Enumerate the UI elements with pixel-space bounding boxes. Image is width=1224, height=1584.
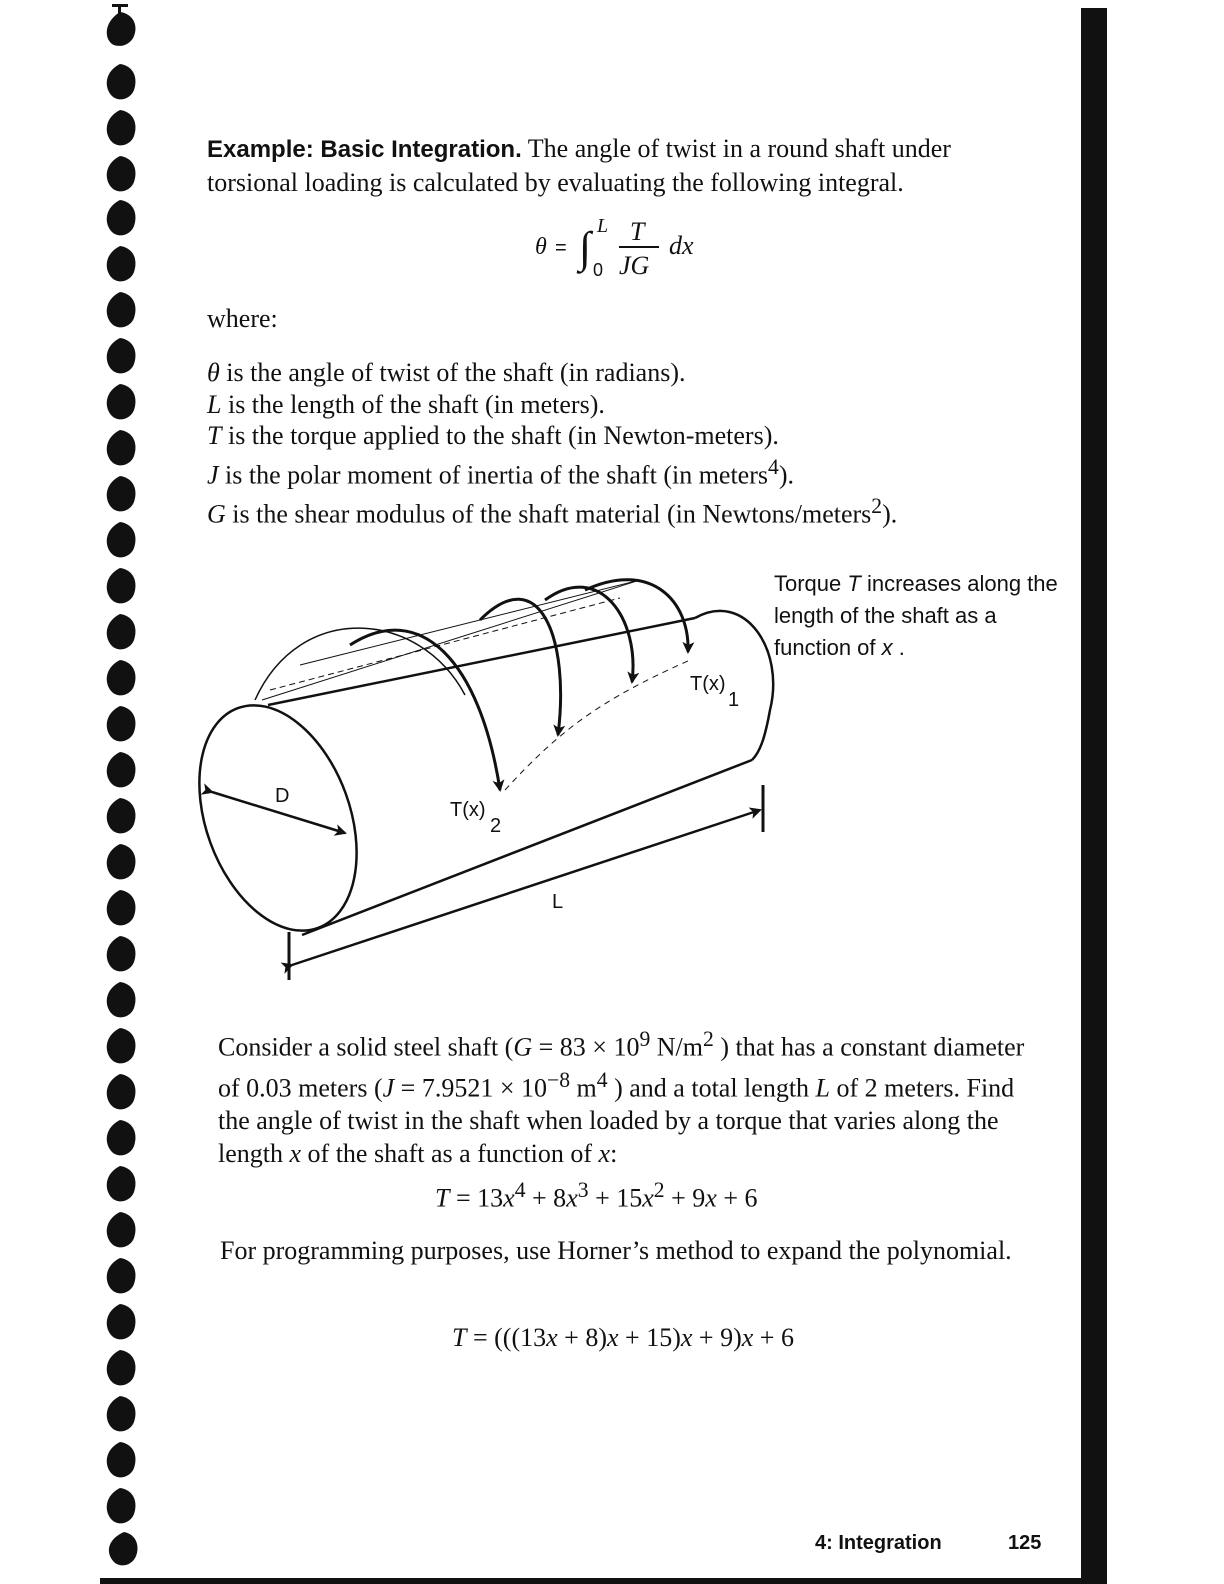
var-x: x [598,1138,611,1168]
formula-numerator: T [630,217,645,246]
text-run: of the shaft as a function of [301,1138,599,1168]
problem-statement [218,1023,1048,1170]
definition-exponent: 4 [768,454,779,479]
diagram-caption [774,568,1074,664]
var-x: x [680,1323,693,1352]
torque-label-2: T(x) [450,799,486,821]
caption-end: . [892,635,905,660]
formula-denominator: JG [619,251,650,280]
definition-text: is the shear modulus of the shaft material (in Newtons/meters [225,499,872,529]
var-x: x [566,1183,578,1213]
term: + 9) [692,1323,742,1352]
term: + 8 [525,1183,567,1213]
torque-label-1-sub: 1 [728,689,740,711]
var-j: J [382,1073,395,1103]
var-x: x [642,1183,654,1213]
torque-arc-3 [480,599,561,735]
diameter-label: D [275,785,290,807]
var-l: L [815,1073,831,1103]
length-arrow [292,810,760,965]
formula-equals: = [555,237,567,259]
term: + 6 [753,1323,794,1352]
exponent: 2 [653,1178,665,1202]
definition-symbol: L [207,389,222,419]
torque-label-2-sub: 2 [490,815,502,837]
text-run: = 7.9521 × 10 [394,1073,547,1103]
torque-arc-5 [585,580,688,652]
definition-text: is the torque applied to the shaft (in Newton-meters). [221,421,779,450]
var-g: G [513,1032,533,1062]
page-edge-bar [1081,8,1107,1584]
shaft-left-end [195,683,386,952]
definition-symbol: J [207,460,219,490]
page-number: 125 [1008,1532,1042,1554]
var-x: x [606,1323,619,1352]
exponent: −8 [547,1068,571,1093]
integral-sign-icon: ∫ [579,223,592,272]
definition-exponent: 2 [871,493,883,518]
definition-torque [207,420,1027,452]
definition-shear-modulus [207,491,1027,530]
definition-close: ). [778,460,794,490]
text-run: : [610,1138,618,1168]
spiral-binding [0,0,160,1584]
example-intro-text: The angle of twist in a round shaft under torsional loading is calculated by evaluating the following integral. [207,134,951,197]
torque-label-1: T(x) [690,673,726,695]
caption-text: increases along the length of the shaft as a function of [774,571,1058,660]
term: + 15) [618,1323,681,1352]
definitions-list [207,357,1027,530]
term: = 13 [449,1183,504,1213]
term: = (((13 [466,1323,547,1352]
text-run: ) that has a constant diameter of 0.03 meters ( [218,1032,1025,1103]
term: + 6 [716,1183,758,1213]
torque-arc-2 [350,630,500,790]
exponent: 3 [577,1178,589,1202]
exponent: 4 [596,1068,608,1093]
term: + 9 [664,1183,706,1213]
horner-instruction: For programming purposes, use Horner’s method to expand the polynomial. [220,1236,1012,1265]
var-x: x [705,1183,717,1213]
text-run: Consider a solid steel shaft ( [218,1032,514,1062]
exponent: 9 [639,1027,651,1051]
integral-upper-limit: L [597,215,609,237]
example-heading: Example: Basic Integration. [207,136,522,163]
term: + 8) [557,1323,607,1352]
definition-text: is the length of the shaft (in meters). [221,389,605,419]
torque-polynomial [435,1178,758,1214]
length-label: L [552,891,564,913]
var-t: T [435,1183,450,1213]
twist-integral-formula [535,210,755,290]
definition-text: is the angle of twist of the shaft (in radians). [219,358,686,387]
var-x: x [289,1138,302,1168]
text-run: N/m [650,1032,704,1062]
var-x: x [741,1323,754,1352]
definition-length [207,389,1027,421]
text-run: m [570,1073,597,1103]
text-run: ) and a total length [607,1073,816,1103]
text-run: = 83 × 10 [532,1032,640,1062]
exponent: 4 [514,1178,526,1202]
shaft-bottom-edge [302,760,752,935]
where-label: where: [207,304,278,333]
example-intro [207,132,1027,199]
definition-close: ). [882,499,898,529]
caption-text: Torque [774,571,848,596]
exponent: 2 [703,1027,714,1051]
shaft-diagram [195,560,795,1000]
text-run: of 2 meters. Find the angle of twist in the shaft when loaded by a torque that varies along the length [218,1073,1015,1168]
twist-line [505,660,690,790]
page-bottom-bar [100,1578,1107,1584]
var-x: x [503,1183,515,1213]
term: + 15 [588,1183,643,1213]
definition-symbol: G [207,499,226,529]
var-t: T [452,1323,467,1352]
var-x: x [546,1323,558,1352]
definition-symbol: θ [207,358,220,387]
horner-equation [452,1323,794,1353]
formula-theta: θ [535,234,547,260]
caption-var-x: x [881,635,893,660]
definition-theta [207,357,1027,389]
footer-chapter: 4: Integration [815,1532,942,1554]
integral-lower-limit: 0 [593,260,604,280]
definition-text: is the polar moment of inertia of the shaft (in meters [218,460,768,490]
definition-symbol: T [207,421,222,450]
caption-var-t: T [847,571,861,596]
formula-dx: dx [669,231,694,260]
definition-polar-moment [207,452,1027,491]
